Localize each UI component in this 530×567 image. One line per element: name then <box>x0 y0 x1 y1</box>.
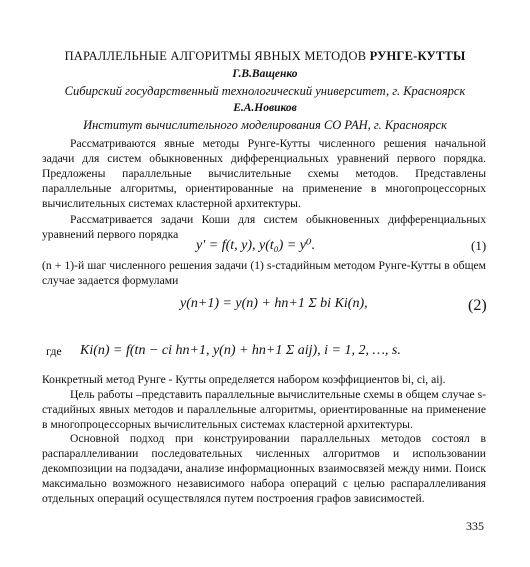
affiliation-1: Сибирский государственный технологический университет, г. Красноярск <box>64 84 466 98</box>
author-1: Г.В.Ващенко <box>232 68 298 80</box>
equation-1-number: (1) <box>471 238 487 253</box>
equation-3-label: где <box>46 344 62 358</box>
paragraph-coefficients-text: Конкретный метод Рунге - Кутты определяется набором коэффициентов bi, ci, aij. <box>42 373 446 386</box>
paragraph-abstract <box>42 136 486 211</box>
paragraph-coefficients <box>42 372 486 387</box>
paragraph-cauchy-text: Рассматривается задачи Коши для систем обыкновенных дифференциальных уравнений первого порядка <box>42 213 486 241</box>
affiliation-2: Институт вычислительного моделирования СО РАН, г. Красноярск <box>83 118 447 132</box>
title-regular: ПАРАЛЛЕЛЬНЫЕ АЛГОРИТМЫ ЯВНЫХ МЕТОДОВ <box>64 49 367 63</box>
paragraph-step-text: (n + 1)-й шаг численного решения задачи (1) s-стадийным методом Рунге-Кутты в общем случае задается формулами <box>42 259 486 287</box>
paragraph-goal <box>42 387 486 432</box>
paragraph-approach <box>42 431 486 506</box>
page-number: 335 <box>466 519 484 533</box>
equation-1: y′ = f(t, y), y(t₀) = y⁰. <box>196 238 316 253</box>
paragraph-step <box>42 258 486 288</box>
paragraph-abstract-text: Рассматриваются явные методы Рунге-Кутты численного решения начальной задачи для систем обыкновенных дифференциальных уравнений первого порядка. Предложены параллельные вычислительные схемы методов. Представлены параллельные алгоритмы, ориентированные на применение в многопроцессорных вычислительных системах кластерной архитектуры. <box>42 137 486 210</box>
author-2: Е.А.Новиков <box>233 102 297 114</box>
title-bold: РУНГЕ-КУТТЫ <box>369 49 466 63</box>
paragraph-goal-text: Цель работы –представить параллельные вычислительные схемы в общем случае s-стадийных явных методов и параллельные алгоритмы, ориентированные на применение в многопроцессорных вычислительных системах кластерной архитектуры. <box>42 388 486 431</box>
equation-2-number: (2) <box>468 297 487 314</box>
paragraph-approach-text: Основной подход при конструировании параллельных методов состоял в распараллеливании последовательных численных алгоритмов и использовании декомпозиции на подзадачи, анализе информационных взаимосвязей между ними. Поиск максимально возможного независимого набора операций с целью распараллеливания отдельных операций осуществлялся путем построения графов зависимостей. <box>42 432 486 505</box>
equation-2: y(n+1) = y(n) + hn+1 Σ bi Ki(n), <box>180 296 368 311</box>
paper-title <box>0 49 530 64</box>
equation-3: Ki(n) = f(tn − ci hn+1, y(n) + hn+1 Σ aij), i = 1, 2, …, s. <box>80 343 401 358</box>
